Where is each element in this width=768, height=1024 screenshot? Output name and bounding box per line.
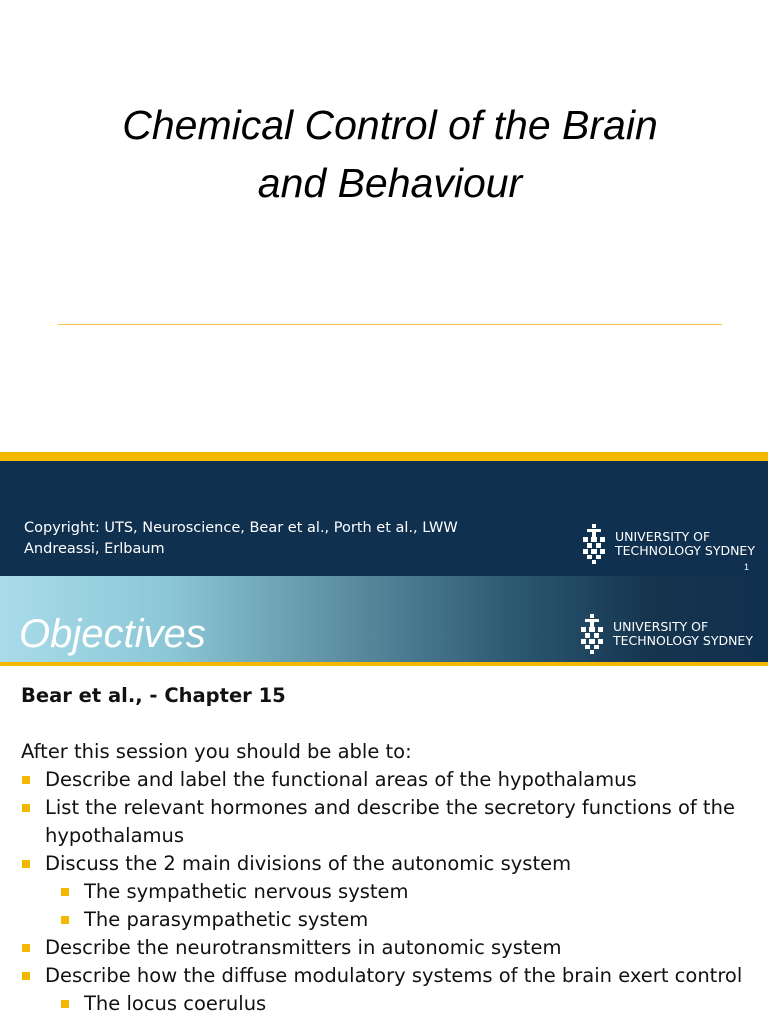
logo-line-1: UNIVERSITY OF [615, 529, 711, 544]
bullet-icon [22, 972, 30, 980]
slide-title-line-1: Chemical Control of the Brain [122, 102, 658, 148]
bullet-icon [61, 916, 69, 924]
list-item-text: Describe and label the functional areas of the hypothalamus [45, 768, 637, 791]
list-item-text: The locus coerulus [84, 992, 267, 1015]
uts-logo [581, 524, 755, 564]
gold-accent-band [0, 662, 768, 666]
copyright-line-2: Andreassi, Erlbaum [24, 541, 165, 557]
objectives-title: Objectives [19, 612, 206, 656]
slide-title [40, 96, 740, 212]
page-number: 1 [744, 562, 750, 572]
list-item-text-line-1: List the relevant hormones and describe the secretory functions of the [45, 796, 735, 819]
copyright-line-1: Copyright: UTS, Neuroscience, Bear et al., Porth et al., LWW [24, 520, 458, 536]
bullet-icon [61, 1000, 69, 1008]
list-item-text: The parasympathetic system [84, 908, 369, 931]
slide-title-line-2: and Behaviour [257, 160, 523, 206]
bullet-icon [22, 944, 30, 952]
logo-line-2: TECHNOLOGY SYDNEY [615, 543, 755, 558]
logo-line-1: UNIVERSITY OF [613, 619, 709, 634]
logo-line-2: TECHNOLOGY SYDNEY [613, 633, 753, 648]
objectives-slide [0, 576, 768, 1024]
title-divider [58, 324, 722, 325]
intro-text: After this session you should be able to: [21, 740, 412, 763]
list-item-text-line-2: hypothalamus [45, 824, 185, 847]
list-item-text: The sympathetic nervous system [84, 880, 409, 903]
list-item-text [45, 794, 745, 850]
bullet-icon [22, 804, 30, 812]
copyright-text [24, 518, 544, 560]
uts-crest-icon [579, 614, 605, 654]
chapter-reference: Bear et al., - Chapter 15 [21, 684, 286, 707]
objectives-header-band [0, 576, 768, 662]
list-item-text: Discuss the 2 main divisions of the autonomic system [45, 852, 572, 875]
gold-accent-band [0, 452, 768, 461]
list-item-text: Describe how the diffuse modulatory systems of the brain exert control [45, 964, 743, 987]
uts-logo [579, 614, 753, 654]
bullet-icon [22, 860, 30, 868]
uts-crest-icon [581, 524, 607, 564]
list-item-text: Describe the neurotransmitters in autonomic system [45, 936, 562, 959]
bullet-icon [22, 776, 30, 784]
bullet-icon [61, 888, 69, 896]
